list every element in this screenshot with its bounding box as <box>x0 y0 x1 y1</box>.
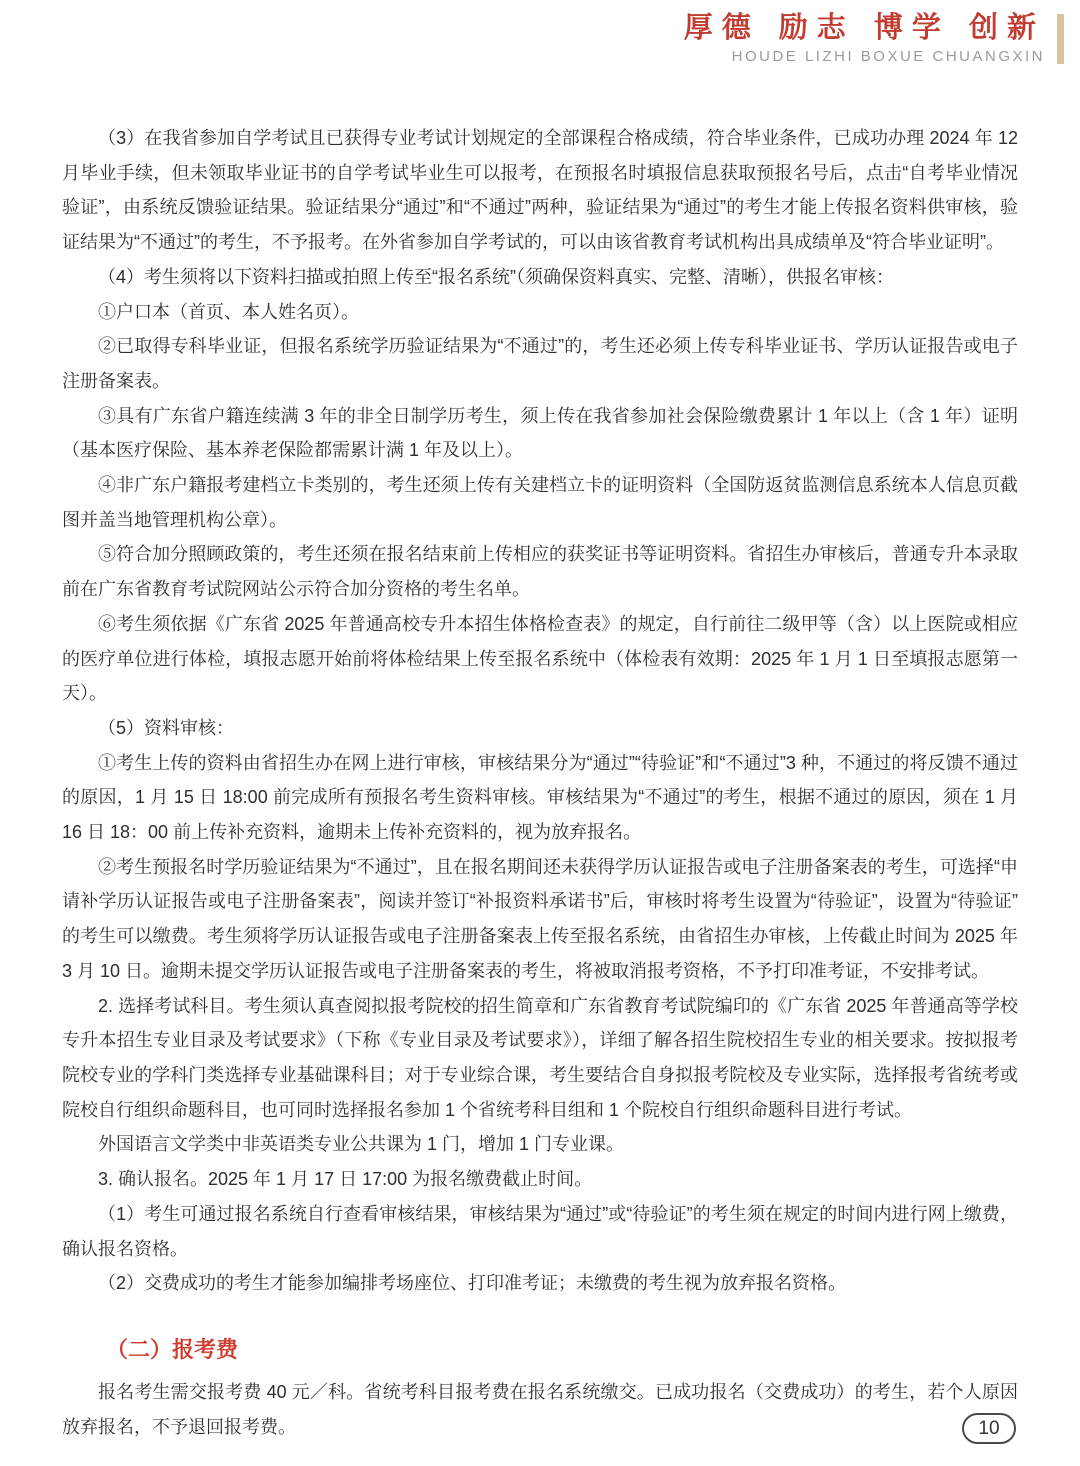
body-paragraph: ②已取得专科毕业证，但报名系统学历验证结果为“不通过”的，考生还必须上传专科毕业证书、学历认证报告或电子注册备案表。 <box>62 336 1018 391</box>
page-header <box>684 12 1064 65</box>
body-paragraph: ④非广东户籍报考建档立卡类别的，考生还须上传有关建档立卡的证明资料（全国防返贫监测信息系统本人信息页截图并盖当地管理机构公章）。 <box>62 475 1018 530</box>
body-paragraph: （3）在我省参加自学考试且已获得专业考试计划规定的全部课程合格成绩，符合毕业条件，已成功办理 2024 年 12 月毕业手续，但未领取毕业证书的自学考试毕业生可以报考，在预报名时填报信息获取预报名号后，点击“自考毕业情况验证”，由系统反馈验证结果。验证结果分“通过”和“不通过”两种，验证结果为“通过”的考生才能上传报名资料供审核，验证结果为“不通过”的考生，不予报考。在外省参加自学考试的，可以由该省教育考试机构出具成绩单及“符合毕业证明”。 <box>62 128 1018 253</box>
body-paragraph: 2. 选择考试科目。考生须认真查阅拟报考院校的招生简章和广东省教育考试院编印的《广东省 2025 年普通高等学校专升本招生专业目录及考试要求》（下称《专业目录及考试要求》），详细了解各招生院校招生专业的相关要求。按拟报考院校专业的学科门类选择专业基础课科目；对于专业综合课，考生要结合自身拟报考院校及专业实际，选择报考省统考或院校自行组织命题科目，也可同时选择报名参加 1 个省统考科目组和 1 个院校自行组织命题科目进行考试。 <box>62 995 1018 1120</box>
school-motto-chinese: 厚德 励志 博学 创新 <box>683 10 1045 44</box>
section-heading-exam-fee: （二）报考费 <box>106 1336 239 1362</box>
body-paragraph: （5）资料审核： <box>98 717 235 738</box>
page-number-badge: 10 <box>962 1413 1016 1444</box>
body-paragraph: 报名考生需交报考费 40 元／科。省统考科目报考费在报名系统缴交。已成功报名（交费成功）的考生，若个人原因放弃报名，不予退回报考费。 <box>62 1382 1018 1437</box>
body-paragraph: ③具有广东省户籍连续满 3 年的非全日制学历考生，须上传在我省参加社会保险缴费累计 1 年以上（含 1 年）证明（基本医疗保险、基本养老保险都需累计满 1 年及以上）。 <box>62 405 1018 461</box>
body-paragraph: 3. 确认报名。2025 年 1 月 17 日 17:00 为报名缴费截止时间。 <box>98 1169 593 1190</box>
body-paragraph: ②考生预报名时学历验证结果为“不通过”，且在报名期间还未获得学历认证报告或电子注册备案表的考生，可选择“申请补学历认证报告或电子注册备案表”，阅读并签订“补报资料承诺书”后，审核时将考生设置为“待验证”，设置为“待验证”的考生可以缴费。考生须将学历认证报告或电子注册备案表上传至报名系统，由省招生办审核，上传截止时间为 2025 年 3 月 10 日。逾期未提交学历认证报告或电子注册备案表的考生，将被取消报考资格，不予打印准考证，不安排考试。 <box>62 856 1018 981</box>
body-paragraph: ⑥考生须依据《广东省 2025 年普通高校专升本招生体格检查表》的规定，自行前往二级甲等（含）以上医院或相应的医疗单位进行体检，填报志愿开始前将体检结果上传至报名系统中（体检表有效期：2025 年 1 月 1 日至填报志愿第一天）。 <box>62 613 1018 704</box>
motto-block <box>684 12 1045 65</box>
school-motto-pinyin: HOUDE LIZHI BOXUE CHUANGXIN <box>731 47 1045 65</box>
body-paragraph: ①考生上传的资料由省招生办在网上进行审核，审核结果分为“通过”“待验证”和“不通过”3 种，不通过的将反馈不通过的原因，1 月 15 日 18:00 前完成所有预报名考生资料审核。审核结果为“不通过”的考生，根据不通过的原因，须在 1 月 16 日 18：00 前上传补充资料，逾期未上传补充资料的，视为放弃报名。 <box>62 752 1018 843</box>
document-body <box>62 121 1018 1445</box>
body-paragraph: 外国语言文学类中非英语类专业公共课为 1 门，增加 1 门专业课。 <box>98 1134 625 1155</box>
body-paragraph: （2）交费成功的考生才能参加编排考场座位、打印准考证；未缴费的考生视为放弃报名资格。 <box>98 1273 847 1294</box>
body-paragraph: （1）考生可通过报名系统自行查看审核结果，审核结果为“通过”或“待验证”的考生须在规定的时间内进行网上缴费，确认报名资格。 <box>62 1203 1018 1259</box>
header-accent-bar <box>1057 14 1064 64</box>
body-paragraph: （4）考生须将以下资料扫描或拍照上传至“报名系统”（须确保资料真实、完整、清晰），供报名审核： <box>98 266 894 287</box>
body-paragraph: ⑤符合加分照顾政策的，考生还须在报名结束前上传相应的获奖证书等证明资料。省招生办审核后，普通专升本录取前在广东省教育考试院网站公示符合加分资格的考生名单。 <box>62 544 1018 600</box>
body-paragraph: ①户口本（首页、本人姓名页）。 <box>98 301 359 322</box>
